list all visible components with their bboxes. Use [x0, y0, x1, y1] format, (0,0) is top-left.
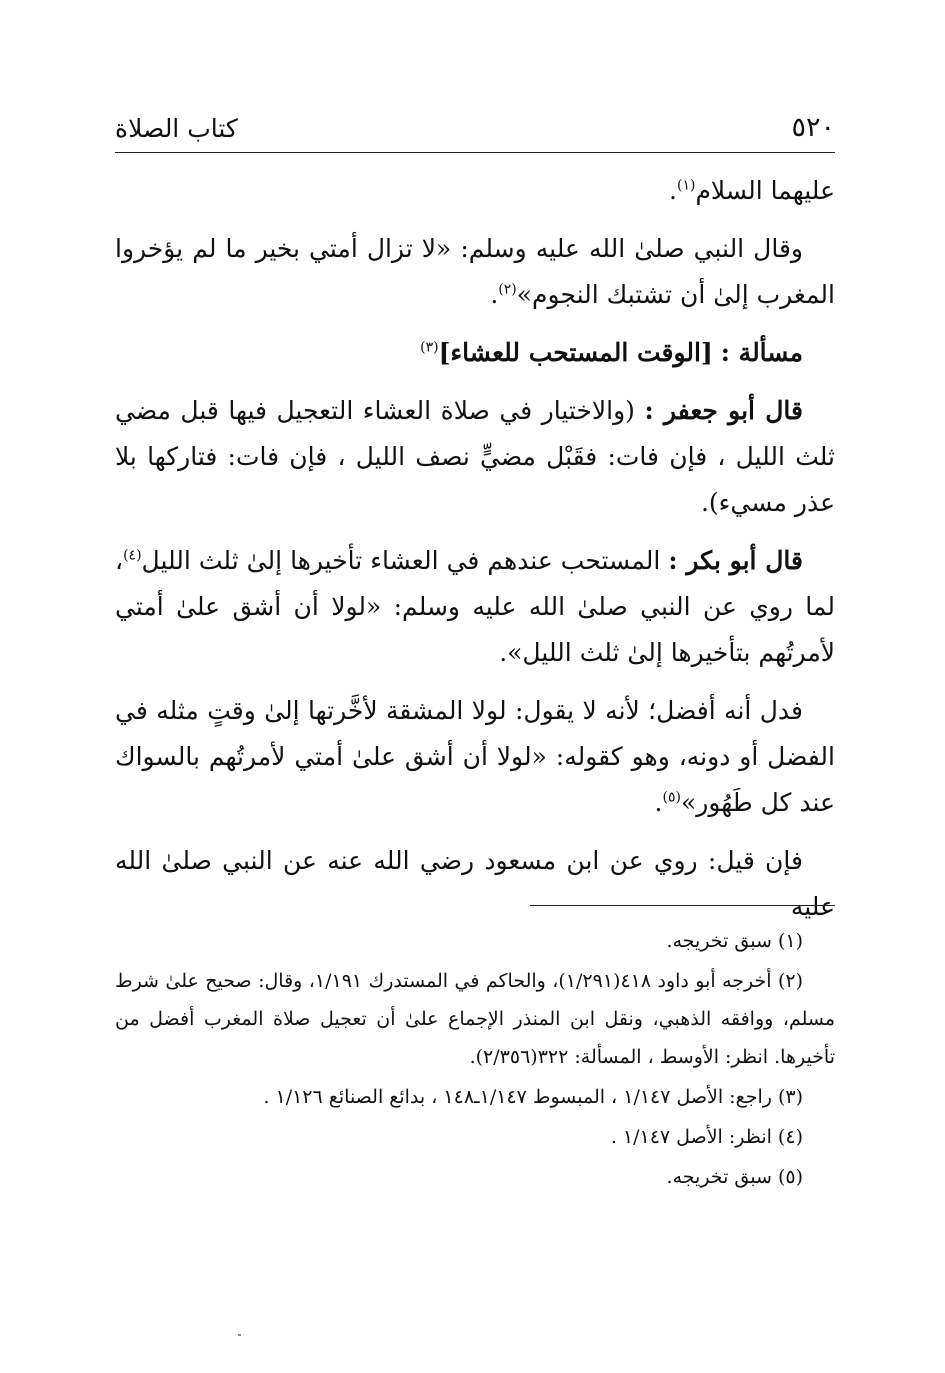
paragraph-abu-bakr-text-b: ، لما روي عن النبي صلىٰ الله عليه وسلم: «لولا أن أشق علىٰ أمتي لأمرتُهم بتأخيرها إلىٰ ثلث الليل». — [115, 546, 835, 667]
scan-speck — [238, 1334, 241, 1336]
footnote-1: (١) سبق تخريجه. — [666, 930, 803, 952]
footnote-ref-2: (٢) — [498, 281, 517, 298]
footnote-ref-3: (٣) — [420, 339, 439, 356]
paragraph-1 — [115, 168, 835, 214]
page-number: ٥٢٠ — [791, 112, 835, 143]
paragraph-2-text: وقال النبي صلىٰ الله عليه وسلم: «لا تزال أمتي بخير ما لم يؤخروا المغرب إلىٰ أن تشتبك النجوم» — [115, 234, 835, 309]
paragraph-6 — [115, 688, 835, 826]
paragraph-7-text: فإن قيل: روي عن ابن مسعود رضي الله عنه عن النبي صلىٰ الله عليه — [115, 846, 835, 921]
paragraph-abu-bakr-text-a: المستحب عندهم في العشاء تأخيرها إلىٰ ثلث الليل — [141, 546, 661, 575]
main-text — [115, 168, 835, 942]
running-title: كتاب الصلاة — [115, 114, 238, 143]
paragraph-1-text: عليهما السلام — [695, 176, 835, 205]
paragraph-abu-jafar-text: (والاختيار في صلاة العشاء التعجيل فيها قبل مضي ثلث الليل ، فإن فات: فقَبْل مضيٍّ نصف الليل ، فإن فات: فتاركها بلا عذر مسيء). — [115, 396, 835, 517]
footnotes — [115, 922, 835, 1198]
paragraph-7 — [115, 838, 835, 930]
paragraph-6-end: . — [654, 788, 663, 817]
paragraph-6-text: فدل أنه أفضل؛ لأنه لا يقول: لولا المشقة لأخَّرتها إلىٰ وقتٍ مثله في الفضل أو دونه، وهو كقوله: «لولا أن أشق علىٰ أمتي لأمرتُهم بالسواك عند كل طَهُور» — [115, 696, 835, 817]
paragraph-2-end: . — [490, 280, 499, 309]
issue-title: [الوقت المستحب للعشاء] — [438, 338, 713, 367]
page-header — [115, 112, 835, 153]
paragraph-1-end: . — [669, 176, 677, 205]
footnote-2: (٢) أخرجه أبو داود ٤١٨(١/٢٩١)، والحاكم في المستدرك ١/١٩١، وقال: صحيح علىٰ شرط مسلم، ووافقه الذهبي، ونقل ابن المنذر الإجماع علىٰ أن تعجيل صلاة المغرب أفضل من تأخيرها. انظر: الأوسط ، المسألة: ٣٢٢(٢/٣٥٦). — [115, 970, 836, 1068]
speaker-abu-bakr: قال أبو بكر : — [668, 546, 803, 575]
speaker-abu-jafar: قال أبو جعفر : — [644, 396, 803, 425]
footnote-ref-4: (٤) — [123, 547, 142, 564]
footnote-separator — [530, 905, 835, 906]
footnote-3: (٣) راجع: الأصل ١/١٤٧ ، المبسوط ١/١٤٧ـ١٤٨ ، بدائع الصنائع ١/١٢٦ . — [263, 1086, 803, 1108]
paragraph-abu-jafar — [115, 388, 835, 526]
section-heading — [115, 330, 835, 376]
footnote-5: (٥) سبق تخريجه. — [666, 1166, 803, 1188]
paragraph-2 — [115, 226, 835, 318]
footnote-ref-5: (٥) — [662, 789, 681, 806]
issue-label: مسألة : — [720, 338, 803, 367]
footnote-ref-1: (١) — [676, 177, 696, 194]
paragraph-abu-bakr — [115, 538, 835, 676]
footnote-4: (٤) انظر: الأصل ١/١٤٧ . — [610, 1126, 803, 1148]
